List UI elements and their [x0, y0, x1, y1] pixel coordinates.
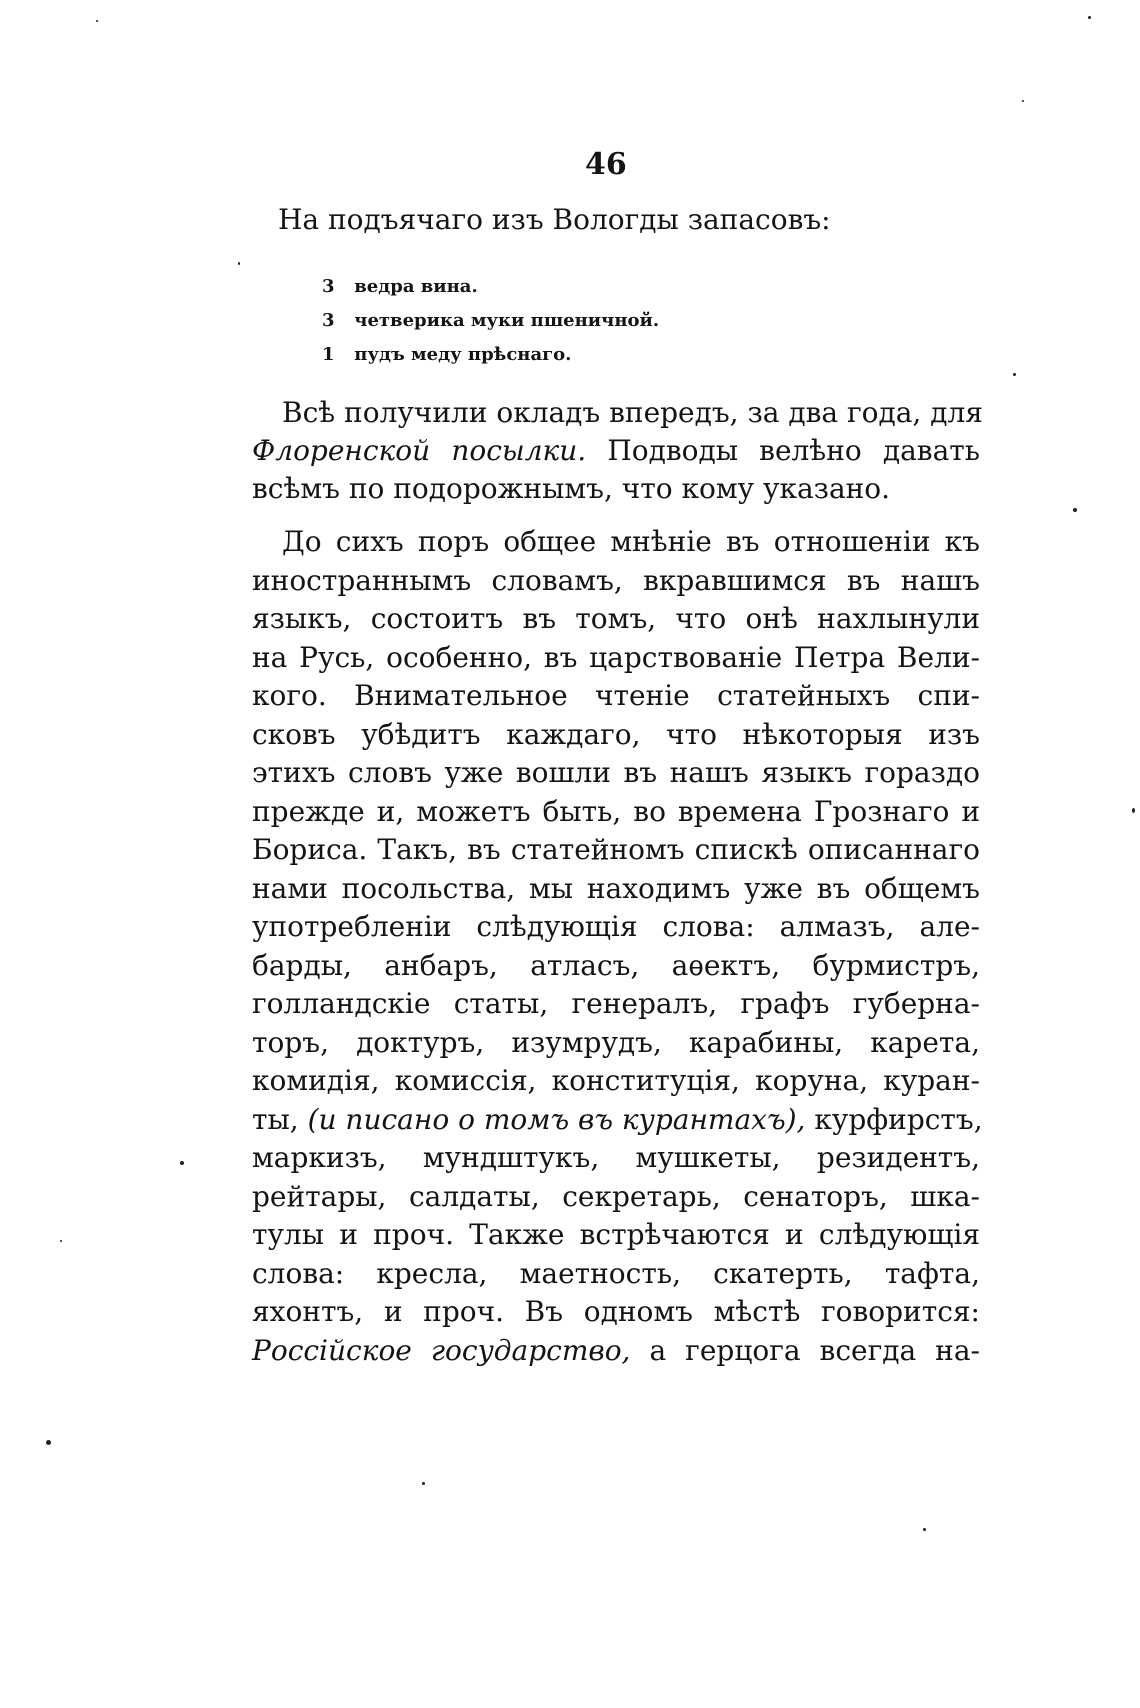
- text-line: всѣмъ по подорожнымъ, что кому указано.: [252, 472, 891, 505]
- text-line: барды, анбаръ, атласъ, аѳектъ, бурмистръ,: [252, 949, 980, 982]
- supply-item: [322, 270, 659, 304]
- text-line: [252, 1103, 983, 1137]
- scan-speck: [60, 1240, 62, 1242]
- text-line: До сихъ поръ общее мнѣніе въ отношеніи къ: [282, 525, 980, 558]
- scan-speck: [1013, 373, 1016, 376]
- page-number: 46: [585, 147, 627, 182]
- text-fragment: Подводы велѣно давать: [586, 434, 980, 467]
- text-line: этихъ словъ уже вошли въ нашъ языкъ гораздо: [252, 756, 980, 789]
- scan-speck: [238, 262, 240, 265]
- text-fragment: ты,: [252, 1103, 308, 1136]
- text-line: сковъ убѣдитъ каждаго, что нѣкоторыя изъ: [252, 718, 980, 751]
- text-line: маркизъ, мундштукъ, мушкеты, резидентъ,: [252, 1141, 980, 1174]
- text-line: на Русь, особенно, въ царствованіе Петра Вели-: [252, 641, 980, 674]
- scan-speck: [96, 20, 98, 22]
- supplies-heading: На подъячаго изъ Вологды запасовъ:: [278, 203, 831, 236]
- text-line: торъ, доктуръ, изумрудъ, карабины, карета,: [252, 1026, 980, 1059]
- scan-speck: [1073, 508, 1077, 512]
- text-line: яхонтъ, и проч. Въ одномъ мѣстѣ говорится:: [252, 1295, 980, 1328]
- italic-phrase: Флоренской посылки.: [252, 434, 587, 467]
- scan-speck: [1022, 100, 1024, 102]
- text-fragment: а герцога всегда на-: [630, 1334, 980, 1367]
- supplies-list: [322, 270, 659, 372]
- text-line: Всѣ получили окладъ впередъ, за два года, для: [282, 396, 983, 429]
- text-line: тулы и проч. Также встрѣчаются и слѣдующія: [252, 1218, 980, 1251]
- text-fragment: курфирстъ,: [805, 1103, 983, 1136]
- scan-speck: [180, 1161, 184, 1165]
- scan-speck: [923, 1528, 926, 1531]
- supply-description: пудъ меду прѣснаго.: [354, 344, 572, 365]
- scan-speck: [1088, 16, 1091, 19]
- italic-phrase: Россійское государство,: [252, 1334, 631, 1367]
- text-line: кого. Внимательное чтеніе статейныхъ спи-: [252, 679, 980, 712]
- supply-quantity: 1: [322, 344, 335, 365]
- scan-speck: [1132, 808, 1135, 813]
- text-line: употребленіи слѣдующія слова: алмазъ, але-: [252, 910, 980, 943]
- text-line: нами посольства, мы находимъ уже въ общемъ: [252, 872, 980, 905]
- text-line: комидія, комиссія, конституція, коруна, куран-: [252, 1064, 980, 1097]
- text-line: Бориса. Такъ, въ статейномъ спискѣ описаннаго: [252, 833, 980, 866]
- text-line: слова: кресла, маетность, скатерть, тафта,: [252, 1257, 980, 1290]
- scan-speck: [422, 1482, 425, 1485]
- text-line: прежде и, можетъ быть, во времена Грознаго и: [252, 795, 980, 828]
- italic-phrase: (и писано о томъ въ курантахъ),: [307, 1103, 806, 1136]
- supply-item: [322, 304, 659, 338]
- supply-quantity: 3: [322, 310, 335, 331]
- supply-description: четверика муки пшеничной.: [354, 310, 660, 331]
- text-line: голландскіе статы, генералъ, графъ губерна-: [252, 987, 980, 1020]
- text-line: [252, 434, 980, 468]
- supply-description: ведра вина.: [354, 276, 478, 297]
- supply-quantity: 3: [322, 276, 335, 297]
- text-line: рейтары, салдаты, секретарь, сенаторъ, шка-: [252, 1180, 980, 1213]
- supply-item: [322, 338, 659, 372]
- text-line: иностраннымъ словамъ, вкравшимся въ нашъ: [252, 564, 980, 597]
- scan-speck: [46, 1440, 51, 1445]
- text-line: [252, 1334, 980, 1368]
- text-line: языкъ, состоитъ въ томъ, что онѣ нахлынули: [252, 602, 980, 635]
